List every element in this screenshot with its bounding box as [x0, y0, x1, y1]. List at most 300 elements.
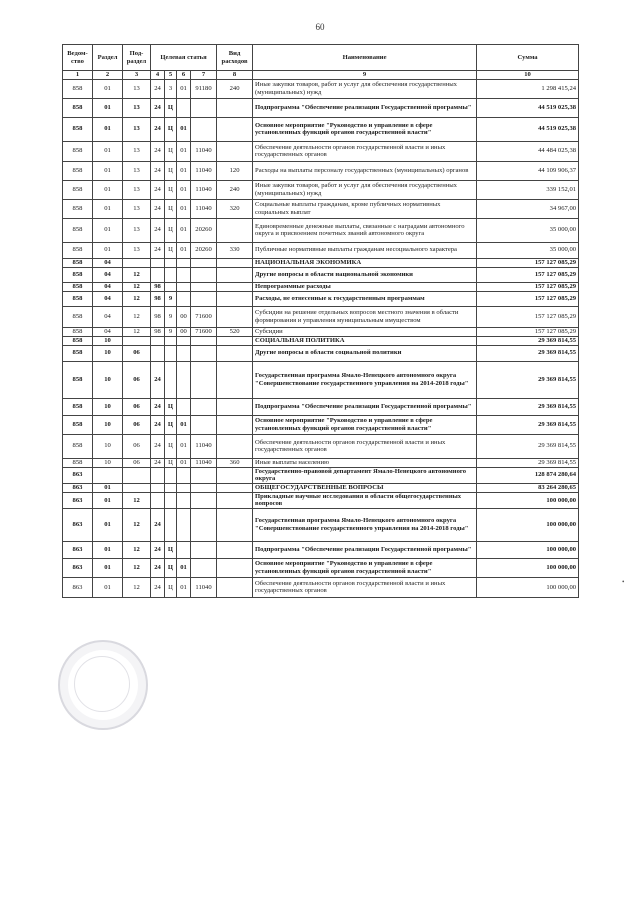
cs2-cell	[165, 336, 177, 345]
cs3-cell: 01	[177, 218, 191, 242]
cs4-cell: 11040	[191, 180, 217, 199]
table-row	[63, 199, 579, 218]
cs2-cell: Ц	[165, 199, 177, 218]
table-row	[63, 180, 579, 199]
ved-cell: 858	[63, 415, 93, 434]
ved-cell: 858	[63, 218, 93, 242]
cs2-cell: Ц	[165, 415, 177, 434]
razdel-cell: 01	[93, 98, 123, 117]
cs3-cell	[177, 541, 191, 558]
cs2-cell: 3	[165, 79, 177, 98]
ved-cell: 858	[63, 306, 93, 327]
vid-cell	[217, 398, 253, 415]
vid-cell: 330	[217, 242, 253, 258]
sum-cell: 157 127 085,29	[477, 258, 579, 267]
cs2-cell: Ц	[165, 398, 177, 415]
cs3-cell: 01	[177, 117, 191, 141]
table-row	[63, 98, 579, 117]
cs1-cell: 24	[151, 458, 165, 467]
sum-cell: 1 298 415,24	[477, 79, 579, 98]
index-cell: 9	[253, 71, 477, 80]
table-row	[63, 492, 579, 508]
cs3-cell: 01	[177, 199, 191, 218]
table-row	[63, 508, 579, 541]
sum-cell: 44 519 025,38	[477, 117, 579, 141]
index-cell: 1	[63, 71, 93, 80]
ved-cell: 858	[63, 336, 93, 345]
cs2-cell	[165, 282, 177, 291]
cs1-cell	[151, 467, 165, 483]
index-cell: 10	[477, 71, 579, 80]
ved-cell: 863	[63, 492, 93, 508]
ved-cell: 858	[63, 282, 93, 291]
ved-cell: 863	[63, 577, 93, 597]
razdel-cell: 10	[93, 336, 123, 345]
cs1-cell: 24	[151, 508, 165, 541]
page-number: 60	[315, 22, 325, 32]
podrazdel-cell: 12	[123, 541, 151, 558]
name-cell: Другие вопросы в области социальной политики	[253, 345, 477, 361]
name-cell: Обеспечение деятельности органов государственной власти и иных государственных органов	[253, 577, 477, 597]
cs2-cell: 9	[165, 291, 177, 306]
ved-cell: 858	[63, 258, 93, 267]
razdel-cell: 10	[93, 398, 123, 415]
cs4-cell	[191, 258, 217, 267]
table-row	[63, 306, 579, 327]
razdel-cell: 04	[93, 306, 123, 327]
razdel-cell: 01	[93, 577, 123, 597]
cs4-cell: 11040	[191, 161, 217, 180]
name-cell: СОЦИАЛЬНАЯ ПОЛИТИКА	[253, 336, 477, 345]
table-body	[63, 79, 579, 597]
header-celevaya: Целевая статья	[151, 45, 217, 71]
sum-cell: 44 519 025,38	[477, 98, 579, 117]
sum-cell: 44 484 025,38	[477, 141, 579, 161]
cs4-cell: 91180	[191, 79, 217, 98]
name-cell: Непрограммные расходы	[253, 282, 477, 291]
cs1-cell: 24	[151, 577, 165, 597]
cs2-cell: Ц	[165, 117, 177, 141]
name-cell: Основное мероприятие "Руководство и управление в сфере установленных функций органов государственной власти"	[253, 415, 477, 434]
vid-cell	[217, 141, 253, 161]
name-cell: Обеспечение деятельности органов государственной власти и иных государственных органов	[253, 434, 477, 458]
podrazdel-cell: 12	[123, 306, 151, 327]
cs1-cell: 24	[151, 434, 165, 458]
sum-cell: 29 369 814,55	[477, 336, 579, 345]
ved-cell: 858	[63, 161, 93, 180]
name-cell: ОБЩЕГОСУДАРСТВЕННЫЕ ВОПРОСЫ	[253, 483, 477, 492]
table-row	[63, 558, 579, 577]
podrazdel-cell: 12	[123, 558, 151, 577]
sum-cell: 29 369 814,55	[477, 415, 579, 434]
razdel-cell: 01	[93, 242, 123, 258]
index-cell: 6	[177, 71, 191, 80]
cs4-cell	[191, 467, 217, 483]
sum-cell: 44 109 906,37	[477, 161, 579, 180]
razdel-cell: 01	[93, 79, 123, 98]
name-cell: НАЦИОНАЛЬНАЯ ЭКОНОМИКА	[253, 258, 477, 267]
table-row	[63, 483, 579, 492]
cs2-cell	[165, 492, 177, 508]
cs3-cell: 00	[177, 306, 191, 327]
header-vid: Вид расходов	[217, 45, 253, 71]
sum-cell: 157 127 085,29	[477, 327, 579, 336]
razdel-cell	[93, 467, 123, 483]
cs2-cell	[165, 361, 177, 398]
cs1-cell: 24	[151, 218, 165, 242]
cs3-cell: 01	[177, 161, 191, 180]
vid-cell: 120	[217, 161, 253, 180]
podrazdel-cell: 13	[123, 98, 151, 117]
podrazdel-cell: 06	[123, 434, 151, 458]
table-row	[63, 242, 579, 258]
cs1-cell	[151, 258, 165, 267]
seal-stamp-icon	[58, 640, 148, 730]
razdel-cell: 01	[93, 508, 123, 541]
cs2-cell: Ц	[165, 558, 177, 577]
cs1-cell: 24	[151, 180, 165, 199]
index-cell: 2	[93, 71, 123, 80]
sum-cell: 29 369 814,55	[477, 345, 579, 361]
cs1-cell: 24	[151, 415, 165, 434]
cs2-cell	[165, 467, 177, 483]
cs4-cell	[191, 345, 217, 361]
ved-cell: 858	[63, 98, 93, 117]
cs4-cell	[191, 508, 217, 541]
razdel-cell: 10	[93, 415, 123, 434]
cs3-cell	[177, 492, 191, 508]
cs1-cell: 24	[151, 117, 165, 141]
name-cell: Другие вопросы в области национальной экономики	[253, 267, 477, 282]
sum-cell: 100 000,00	[477, 558, 579, 577]
cs3-cell: 01	[177, 577, 191, 597]
name-cell: Прикладные научные исследования в области общегосударственных вопросов	[253, 492, 477, 508]
vid-cell: 520	[217, 327, 253, 336]
cs1-cell: 24	[151, 161, 165, 180]
razdel-cell: 01	[93, 492, 123, 508]
vid-cell	[217, 434, 253, 458]
podrazdel-cell	[123, 258, 151, 267]
ved-cell: 858	[63, 267, 93, 282]
cs4-cell: 11040	[191, 458, 217, 467]
cs3-cell: 01	[177, 415, 191, 434]
cs2-cell: Ц	[165, 218, 177, 242]
cs2-cell	[165, 345, 177, 361]
table-row	[63, 577, 579, 597]
name-cell: Публичные нормативные выплаты гражданам несоциального характера	[253, 242, 477, 258]
cs4-cell	[191, 291, 217, 306]
ved-cell: 858	[63, 327, 93, 336]
sum-cell: 128 874 280,64	[477, 467, 579, 483]
ved-cell: 858	[63, 79, 93, 98]
vid-cell	[217, 345, 253, 361]
index-cell: 7	[191, 71, 217, 80]
cs3-cell	[177, 258, 191, 267]
vid-cell	[217, 361, 253, 398]
cs2-cell: 9	[165, 327, 177, 336]
cs1-cell: 24	[151, 398, 165, 415]
ved-cell: 858	[63, 117, 93, 141]
table-row	[63, 141, 579, 161]
cs1-cell	[151, 336, 165, 345]
sum-cell: 157 127 085,29	[477, 267, 579, 282]
cs1-cell: 24	[151, 242, 165, 258]
razdel-cell: 01	[93, 199, 123, 218]
cs4-cell: 11040	[191, 577, 217, 597]
ved-cell: 858	[63, 398, 93, 415]
cs4-cell	[191, 398, 217, 415]
ved-cell: 863	[63, 541, 93, 558]
sum-cell: 100 000,00	[477, 577, 579, 597]
margin-mark: •	[622, 578, 625, 586]
cs3-cell: 01	[177, 79, 191, 98]
podrazdel-cell: 13	[123, 117, 151, 141]
razdel-cell: 01	[93, 483, 123, 492]
razdel-cell: 10	[93, 361, 123, 398]
table-row	[63, 327, 579, 336]
cs2-cell	[165, 483, 177, 492]
razdel-cell: 04	[93, 258, 123, 267]
vid-cell: 360	[217, 458, 253, 467]
razdel-cell: 01	[93, 541, 123, 558]
podrazdel-cell: 06	[123, 361, 151, 398]
vid-cell: 320	[217, 199, 253, 218]
vid-cell	[217, 306, 253, 327]
sum-cell: 157 127 085,29	[477, 291, 579, 306]
table-row	[63, 434, 579, 458]
vid-cell	[217, 282, 253, 291]
cs1-cell: 24	[151, 98, 165, 117]
cs1-cell	[151, 345, 165, 361]
cs2-cell: Ц	[165, 458, 177, 467]
ved-cell: 863	[63, 483, 93, 492]
sum-cell: 83 264 280,65	[477, 483, 579, 492]
name-cell: Подпрограмма "Обеспечение реализации Государственной программы"	[253, 98, 477, 117]
cs3-cell: 01	[177, 434, 191, 458]
index-cell: 3	[123, 71, 151, 80]
cs3-cell: 00	[177, 327, 191, 336]
table-row	[63, 79, 579, 98]
cs4-cell	[191, 267, 217, 282]
sum-cell: 29 369 814,55	[477, 398, 579, 415]
name-cell: Государственная программа Ямало-Ненецкого автономного округа "Совершенствование государственного управления на 2014-2018 годы"	[253, 361, 477, 398]
podrazdel-cell: 12	[123, 327, 151, 336]
cs3-cell	[177, 291, 191, 306]
vid-cell: 240	[217, 180, 253, 199]
cs2-cell: Ц	[165, 541, 177, 558]
cs3-cell	[177, 282, 191, 291]
razdel-cell: 10	[93, 458, 123, 467]
cs4-cell	[191, 361, 217, 398]
podrazdel-cell: 12	[123, 577, 151, 597]
cs4-cell: 20260	[191, 218, 217, 242]
name-cell: Расходы, не отнесенные к государственным программам	[253, 291, 477, 306]
name-cell: Иные выплаты населению	[253, 458, 477, 467]
sum-cell: 35 000,00	[477, 242, 579, 258]
podrazdel-cell	[123, 336, 151, 345]
cs4-cell: 11040	[191, 199, 217, 218]
table-index-row	[63, 71, 579, 80]
podrazdel-cell: 13	[123, 218, 151, 242]
cs4-cell: 20260	[191, 242, 217, 258]
ved-cell: 863	[63, 467, 93, 483]
vid-cell: 240	[217, 79, 253, 98]
sum-cell: 157 127 085,29	[477, 282, 579, 291]
cs1-cell: 24	[151, 361, 165, 398]
cs3-cell	[177, 398, 191, 415]
cs4-cell	[191, 415, 217, 434]
razdel-cell: 01	[93, 117, 123, 141]
cs2-cell	[165, 508, 177, 541]
cs1-cell: 24	[151, 199, 165, 218]
vid-cell	[217, 117, 253, 141]
podrazdel-cell: 13	[123, 141, 151, 161]
name-cell: Государственная программа Ямало-Ненецкого автономного округа "Совершенствование государственного управления на 2014-2018 годы"	[253, 508, 477, 541]
ved-cell: 858	[63, 361, 93, 398]
cs3-cell: 01	[177, 141, 191, 161]
table-row	[63, 467, 579, 483]
cs3-cell: 01	[177, 180, 191, 199]
cs2-cell: Ц	[165, 98, 177, 117]
razdel-cell: 01	[93, 558, 123, 577]
podrazdel-cell: 12	[123, 267, 151, 282]
podrazdel-cell: 13	[123, 79, 151, 98]
cs2-cell: Ц	[165, 434, 177, 458]
razdel-cell: 10	[93, 434, 123, 458]
podrazdel-cell: 12	[123, 282, 151, 291]
vid-cell	[217, 541, 253, 558]
vid-cell	[217, 467, 253, 483]
sum-cell: 100 000,00	[477, 541, 579, 558]
vid-cell	[217, 267, 253, 282]
header-naim: Наименование	[253, 45, 477, 71]
vid-cell	[217, 492, 253, 508]
index-cell: 8	[217, 71, 253, 80]
ved-cell: 858	[63, 199, 93, 218]
table-row	[63, 398, 579, 415]
razdel-cell: 01	[93, 218, 123, 242]
cs3-cell	[177, 508, 191, 541]
cs2-cell: Ц	[165, 577, 177, 597]
budget-table	[62, 44, 579, 598]
cs2-cell: Ц	[165, 242, 177, 258]
name-cell: Подпрограмма "Обеспечение реализации Государственной программы"	[253, 398, 477, 415]
ved-cell: 858	[63, 291, 93, 306]
razdel-cell: 01	[93, 180, 123, 199]
podrazdel-cell: 12	[123, 508, 151, 541]
cs2-cell: Ц	[165, 161, 177, 180]
header-ved: Ведом-ство	[63, 45, 93, 71]
ved-cell: 863	[63, 558, 93, 577]
razdel-cell: 01	[93, 141, 123, 161]
podrazdel-cell: 06	[123, 415, 151, 434]
cs1-cell: 24	[151, 558, 165, 577]
vid-cell	[217, 483, 253, 492]
cs3-cell: 01	[177, 558, 191, 577]
sum-cell: 100 000,00	[477, 492, 579, 508]
table-row	[63, 117, 579, 141]
cs4-cell	[191, 558, 217, 577]
name-cell: Расходы на выплаты персоналу государственных (муниципальных) органов	[253, 161, 477, 180]
cs4-cell: 11040	[191, 141, 217, 161]
cs1-cell: 24	[151, 141, 165, 161]
cs4-cell	[191, 541, 217, 558]
vid-cell	[217, 336, 253, 345]
table-row	[63, 415, 579, 434]
cs3-cell: 01	[177, 242, 191, 258]
cs4-cell	[191, 98, 217, 117]
cs1-cell: 98	[151, 282, 165, 291]
table-row	[63, 258, 579, 267]
cs1-cell: 98	[151, 306, 165, 327]
ved-cell: 858	[63, 434, 93, 458]
cs1-cell: 98	[151, 291, 165, 306]
sum-cell: 35 000,00	[477, 218, 579, 242]
cs4-cell: 71600	[191, 306, 217, 327]
cs4-cell	[191, 336, 217, 345]
cs4-cell	[191, 483, 217, 492]
cs3-cell	[177, 267, 191, 282]
cs1-cell	[151, 267, 165, 282]
name-cell: Основное мероприятие "Руководство и управление в сфере установленных функций органов государственной власти"	[253, 558, 477, 577]
ved-cell: 858	[63, 345, 93, 361]
podrazdel-cell: 13	[123, 180, 151, 199]
table-row	[63, 282, 579, 291]
cs1-cell: 24	[151, 79, 165, 98]
name-cell: Иные закупки товаров, работ и услуг для обеспечения государственных (муниципальных) нужд	[253, 79, 477, 98]
name-cell: Единовременные денежные выплаты, связанные с наградами автономного округа и присвоением почетных званий автономного округа	[253, 218, 477, 242]
sum-cell: 339 152,01	[477, 180, 579, 199]
table-row	[63, 458, 579, 467]
sum-cell: 29 369 814,55	[477, 434, 579, 458]
cs3-cell	[177, 467, 191, 483]
sum-cell: 157 127 085,29	[477, 306, 579, 327]
cs3-cell	[177, 336, 191, 345]
name-cell: Обеспечение деятельности органов государственной власти и иных государственных органов	[253, 141, 477, 161]
table-row	[63, 541, 579, 558]
razdel-cell: 04	[93, 291, 123, 306]
cs3-cell	[177, 98, 191, 117]
razdel-cell: 04	[93, 282, 123, 291]
name-cell: Государственно-правовой департамент Ямало-Ненецкого автономного округа	[253, 467, 477, 483]
razdel-cell: 10	[93, 345, 123, 361]
header-podrazdel: Под-раздел	[123, 45, 151, 71]
table-row	[63, 361, 579, 398]
podrazdel-cell	[123, 483, 151, 492]
ved-cell: 858	[63, 180, 93, 199]
ved-cell: 863	[63, 508, 93, 541]
podrazdel-cell: 13	[123, 242, 151, 258]
sum-cell: 34 967,00	[477, 199, 579, 218]
table-header-row	[63, 45, 579, 71]
vid-cell	[217, 258, 253, 267]
cs4-cell	[191, 492, 217, 508]
name-cell: Иные закупки товаров, работ и услуг для обеспечения государственных (муниципальных) нужд	[253, 180, 477, 199]
name-cell: Основное мероприятие "Руководство и управление в сфере установленных функций органов государственной власти"	[253, 117, 477, 141]
name-cell: Субсидии	[253, 327, 477, 336]
cs4-cell: 11040	[191, 434, 217, 458]
razdel-cell: 01	[93, 161, 123, 180]
cs3-cell	[177, 345, 191, 361]
cs2-cell	[165, 267, 177, 282]
table-row	[63, 336, 579, 345]
podrazdel-cell	[123, 467, 151, 483]
cs2-cell	[165, 258, 177, 267]
cs1-cell	[151, 483, 165, 492]
ved-cell: 858	[63, 458, 93, 467]
cs4-cell	[191, 117, 217, 141]
podrazdel-cell: 13	[123, 199, 151, 218]
